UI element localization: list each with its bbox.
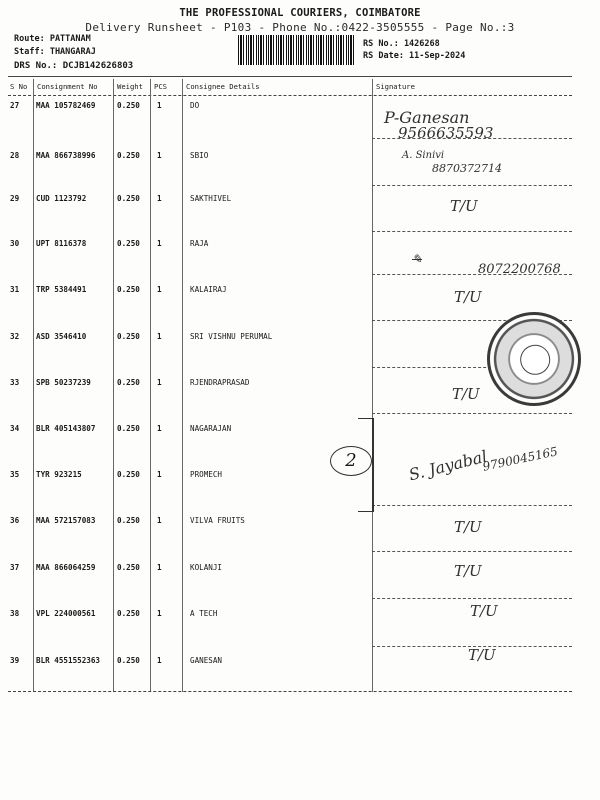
signature-line [372,598,572,599]
signature-line [372,185,572,186]
row-sno: 38 [10,609,20,618]
row-weight: 0.250 [117,378,140,387]
row-pcs: 1 [157,516,162,525]
phone-handwriting: 9566635593 [398,124,494,142]
row-consignee: DO [190,101,200,110]
row-sno: 29 [10,194,20,203]
phone-handwriting: 9790045165 [481,444,559,474]
col-header-consignment: Consignment No [37,82,98,91]
row-consignment: TYR 923215 [36,470,82,479]
row-consignment: MAA 572157083 [36,516,96,525]
tu-mark: T/U [454,518,482,536]
row-sno: 39 [10,656,20,665]
col-header-signature: Signature [376,82,415,91]
row-weight: 0.250 [117,470,140,479]
row-consignment: VPL 224000561 [36,609,96,618]
signature-handwriting: S. Jayabal [406,446,490,485]
drs-number: DRS No.: DCJB142626803 [14,61,134,71]
header-bottom-rule [8,95,572,96]
signature-line [372,505,572,506]
circled-number: 2 [330,446,372,476]
row-sno: 32 [10,332,20,341]
row-sno: 36 [10,516,20,525]
row-pcs: 1 [157,656,162,665]
row-pcs: 1 [157,239,162,248]
route-label: Route: PATTANAM [14,34,91,44]
row-consignee: NAGARAJAN [190,424,232,433]
row-sno: 37 [10,563,20,572]
row-sno: 31 [10,285,20,294]
row-pcs: 1 [157,424,162,433]
row-consignment: MAA 866064259 [36,563,96,572]
table-row [0,97,600,153]
row-weight: 0.250 [117,609,140,618]
row-weight: 0.250 [117,194,140,203]
tu-mark: T/U [468,646,496,664]
row-consignment: ASD 3546410 [36,332,87,341]
table-top-rule [8,76,572,77]
row-consignment: MAA 866738996 [36,151,96,160]
tu-mark: T/U [470,602,498,620]
row-pcs: 1 [157,332,162,341]
row-pcs: 1 [157,285,162,294]
row-consignee: SAKTHIVEL [190,194,232,203]
signature-line [372,231,572,232]
rs-date: RS Date: 11-Sep-2024 [363,51,466,61]
col-header-weight: Weight [117,82,143,91]
row-weight: 0.250 [117,516,140,525]
col-header-consignee: Consignee Details [186,82,260,91]
row-pcs: 1 [157,194,162,203]
row-consignment: SPB 50237239 [36,378,91,387]
row-sno: 30 [10,239,20,248]
stamp-center [517,342,553,378]
rs-number: RS No.: 1426268 [363,39,440,49]
tu-mark: T/U [454,562,482,580]
row-consignee: GANESAN [190,656,223,665]
barcode [238,35,356,65]
row-pcs: 1 [157,151,162,160]
row-weight: 0.250 [117,151,140,160]
row-weight: 0.250 [117,285,140,294]
runsheet-subtitle: Delivery Runsheet - P103 - Phone No.:0422-3505555 - Page No.:3 [85,21,515,34]
row-consignment: CUD 1123792 [36,194,87,203]
row-weight: 0.250 [117,332,140,341]
row-consignment: BLR 4551552363 [36,656,101,665]
table-row [0,655,600,711]
row-pcs: 1 [157,378,162,387]
row-consignment: TRP 5384491 [36,285,87,294]
row-consignee: KOLANJI [190,563,223,572]
row-weight: 0.250 [117,424,140,433]
signature-line [372,551,572,552]
row-consignee: VILVA FRUITS [190,516,245,525]
table-bottom-rule [8,691,572,692]
row-sno: 34 [10,424,20,433]
row-consignee: SBIO [190,151,209,160]
row-consignment: BLR 405143807 [36,424,96,433]
row-sno: 28 [10,151,20,160]
phone-handwriting: 8870372714 [432,162,502,175]
row-consignee: PROMECH [190,470,223,479]
row-pcs: 1 [157,470,162,479]
row-consignee: A TECH [190,609,218,618]
tu-mark: T/U [450,197,478,215]
scribble-mark: ✎ [412,252,423,266]
row-sno: 35 [10,470,20,479]
row-consignee: RAJA [190,239,209,248]
row-consignee: RJENDRAPRASAD [190,378,250,387]
row-weight: 0.250 [117,101,140,110]
row-weight: 0.250 [117,563,140,572]
staff-label: Staff: THANGARAJ [14,47,96,57]
row-consignment: UPT 8116378 [36,239,87,248]
col-header-pcs: PCS [154,82,167,91]
signature-handwriting: P-Ganesan [384,108,470,127]
row-sno: 33 [10,378,20,387]
col-header-sno: S No [10,82,28,91]
row-weight: 0.250 [117,656,140,665]
tu-mark: T/U [452,385,480,403]
company-title: THE PROFESSIONAL COURIERS, COIMBATORE [179,7,421,19]
row-consignee: SRI VISHNU PERUMAL [190,332,273,341]
signature-line [372,413,572,414]
row-pcs: 1 [157,563,162,572]
row-weight: 0.250 [117,239,140,248]
row-consignee: KALAIRAJ [190,285,227,294]
row-consignment: MAA 105782469 [36,101,96,110]
phone-handwriting: 8072200768 [478,262,561,277]
signature-handwriting: A. Sinivi [402,150,445,161]
row-sno: 27 [10,101,20,110]
row-pcs: 1 [157,609,162,618]
row-pcs: 1 [157,101,162,110]
tu-mark: T/U [454,288,482,306]
